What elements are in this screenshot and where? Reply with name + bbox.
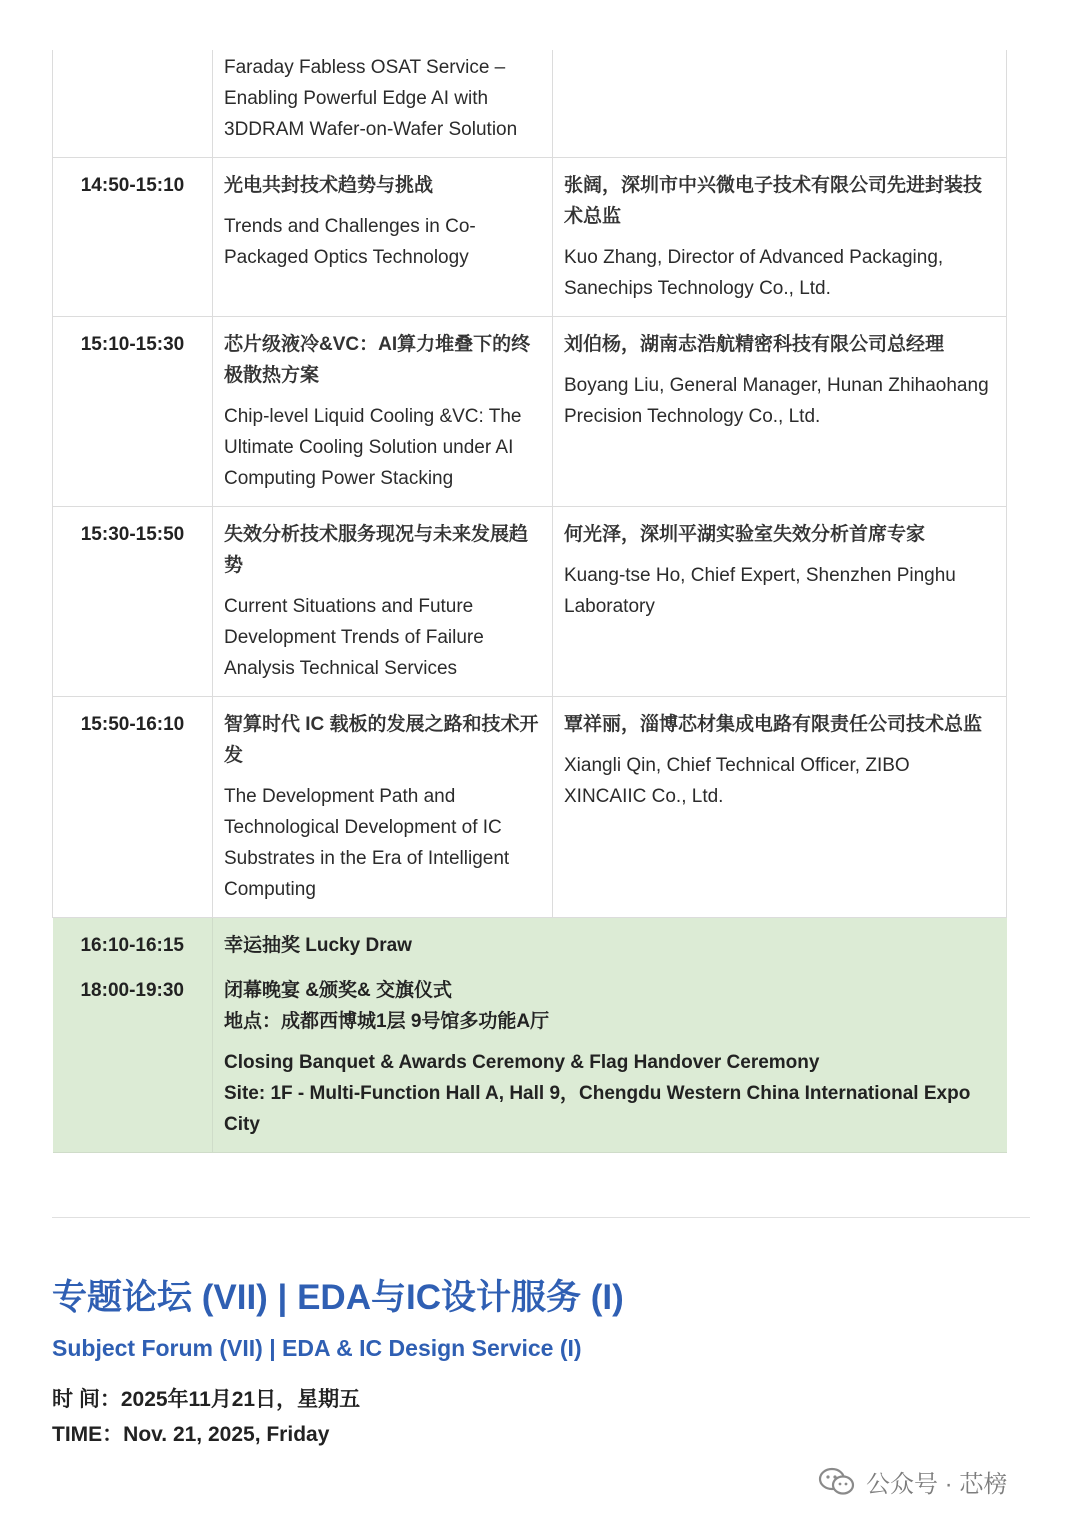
speaker-en: Xiangli Qin, Chief Technical Officer, ZIBO XINCAIIC Co., Ltd. <box>564 755 910 807</box>
session-time <box>53 50 213 158</box>
session-title-cn: 光电共封技术趋势与挑战 <box>224 175 434 196</box>
banquet-site-cn: 地点：成都西博城1层 9号馆多功能A厅 <box>224 1011 550 1032</box>
session-speaker-cell <box>553 507 1007 697</box>
session-time: 14:50-15:10 <box>53 158 213 317</box>
session-title-cell <box>213 697 553 918</box>
speaker-cn: 刘伯杨，湖南志浩航精密科技有限公司总经理 <box>564 334 945 355</box>
closing-banquet-cell <box>213 967 1007 1153</box>
session-time: 15:30-15:50 <box>53 507 213 697</box>
speaker-cn: 何光泽，深圳平湖实验室失效分析首席专家 <box>564 524 926 545</box>
speaker-cn: 覃祥丽，淄博芯材集成电路有限责任公司技术总监 <box>564 714 983 735</box>
banquet-title-en: Closing Banquet & Awards Ceremony & Flag Handover Ceremony <box>224 1052 820 1073</box>
session-title-cell <box>213 50 553 158</box>
banquet-title-cn: 闭幕晚宴 &颁奖& 交旗仪式 <box>224 980 453 1001</box>
speaker-en: Boyang Liu, General Manager, Hunan Zhihaohang Precision Technology Co., Ltd. <box>564 375 989 427</box>
watermark-text: 公众号 · 芯榜 <box>866 1471 1008 1498</box>
session-title-en: Faraday Fabless OSAT Service – Enabling Powerful Edge AI with 3DDRAM Wafer-on-Wafer Solution <box>224 57 518 140</box>
session-speaker-cell <box>553 50 1007 158</box>
schedule-table <box>52 50 1007 1153</box>
session-speaker-cell <box>553 317 1007 507</box>
section-divider <box>52 1217 1030 1218</box>
wechat-icon <box>818 1467 856 1497</box>
session-time: 15:50-16:10 <box>53 697 213 918</box>
session-title-cn: 芯片级液冷&VC：AI算力堆叠下的终极散热方案 <box>224 334 531 386</box>
forum-title-cn: 专题论坛 (VII) | EDA与IC设计服务 (I) <box>52 1278 624 1317</box>
table-row <box>53 50 1007 158</box>
forum-time-cn: 时 间：2025年11月21日，星期五 <box>52 1388 361 1411</box>
speaker-cn: 张阔，深圳市中兴微电子技术有限公司先进封装技术总监 <box>564 175 983 227</box>
session-title-cell <box>213 158 553 317</box>
session-title-en: Current Situations and Future Development Trends of Failure Analysis Technical Services <box>224 596 484 679</box>
table-row <box>53 158 1007 317</box>
session-title-en: The Development Path and Technological Development of IC Substrates in the Era of Intelligent Computing <box>224 786 510 900</box>
session-time: 18:00-19:30 <box>53 967 213 1153</box>
session-title-en: Trends and Challenges in Co-Packaged Optics Technology <box>224 216 476 268</box>
table-row <box>53 507 1007 697</box>
closing-banquet-row <box>53 967 1007 1153</box>
lucky-draw-text: 幸运抽奖 Lucky Draw <box>213 918 1007 968</box>
session-title-en: Chip-level Liquid Cooling &VC: The Ultimate Cooling Solution under AI Computing Power Stacking <box>224 406 522 489</box>
banquet-site-en: Site: 1F - Multi-Function Hall A, Hall 9，Chengdu Western China International Expo City <box>224 1083 971 1135</box>
session-title-cell <box>213 507 553 697</box>
session-time: 15:10-15:30 <box>53 317 213 507</box>
forum-time-en: TIME：Nov. 21, 2025, Friday <box>52 1423 330 1446</box>
speaker-en: Kuo Zhang, Director of Advanced Packaging, Sanechips Technology Co., Ltd. <box>564 247 944 299</box>
session-speaker-cell <box>553 697 1007 918</box>
session-time: 16:10-16:15 <box>53 918 213 968</box>
session-speaker-cell <box>553 158 1007 317</box>
session-title-cn: 智算时代 IC 载板的发展之路和技术开发 <box>224 714 539 766</box>
table-row <box>53 317 1007 507</box>
session-title-cell <box>213 317 553 507</box>
forum-title-en: Subject Forum (VII) | EDA & IC Design Service (I) <box>52 1335 582 1361</box>
speaker-en: Kuang-tse Ho, Chief Expert, Shenzhen Pinghu Laboratory <box>564 565 956 617</box>
table-row <box>53 697 1007 918</box>
lucky-draw-row <box>53 918 1007 968</box>
session-title-cn: 失效分析技术服务现况与未来发展趋势 <box>224 524 529 576</box>
watermark <box>818 1464 1007 1499</box>
